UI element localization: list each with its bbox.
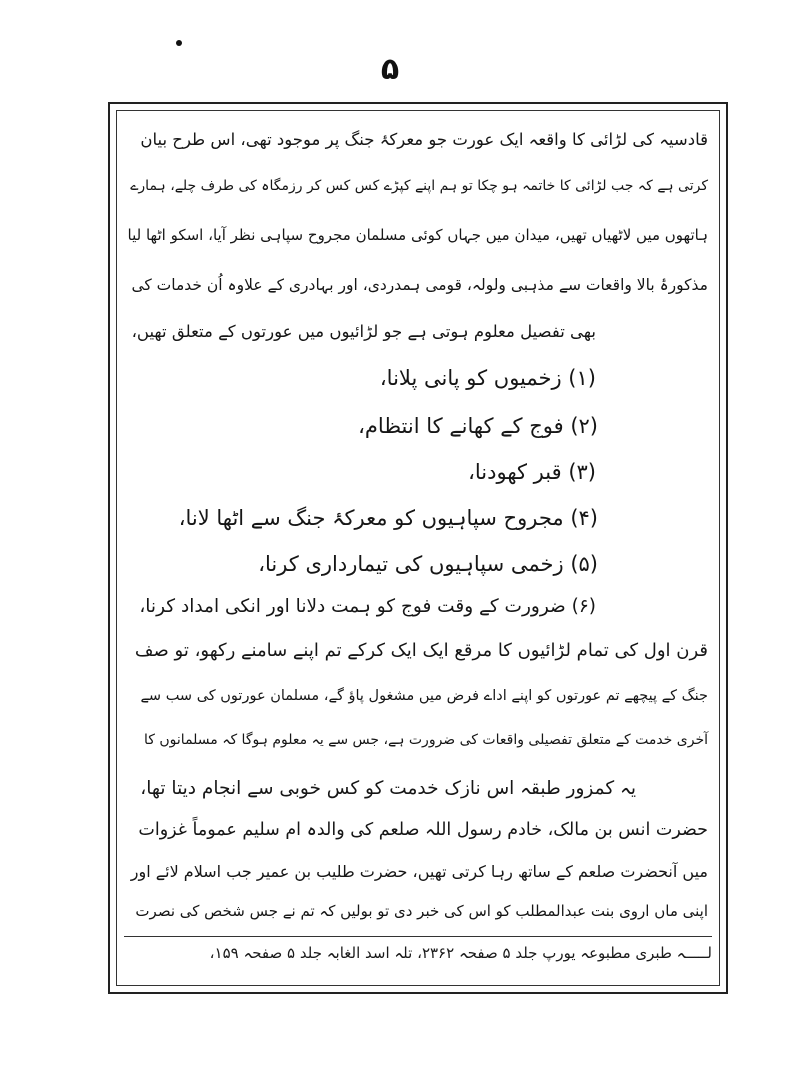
page-number: ۵ <box>380 52 400 87</box>
paragraph3-line: اپنی ماں اروی بنت عبدالمطلب کو اس کی خبر دی تو بولیں کہ تم نے جس شخص کی نصرت <box>135 902 708 920</box>
paragraph3-line: میں آنحضرت صلعم کے ساتھ رہا کرتی تھیں، حضرت طلیب بن عمیر جب اسلام لائے اور <box>130 862 708 881</box>
duty-item: (۶) ضرورت کے وقت فوج کو ہمت دلانا اور انکی امداد کرنا، <box>139 596 596 617</box>
paragraph3-line: حضرت انس بن مالک، خادم رسول اللہ صلعم کی والدہ ام سلیم عموماً غزوات <box>138 820 708 840</box>
paragraph1-line: بھی تفصیل معلوم ہوتی ہے جو لڑائیوں میں عورتوں کے متعلق تھیں، <box>131 322 596 341</box>
paragraph2-line: قرن اول کی تمام لڑائیوں کا مرقع ایک ایک کرکے تم اپنے سامنے رکھو، تو صف <box>134 640 708 661</box>
paragraph1-line: قادسیہ کی لڑائی کا واقعہ ایک عورت جو معرکۂ جنگ پر موجود تھی، اس طرح بیان <box>140 130 708 149</box>
ink-speck <box>176 40 182 46</box>
duty-item: (۲) فوج کے کھانے کا انتظام، <box>358 414 598 438</box>
duty-item: (۴) مجروح سپاہیوں کو معرکۂ جنگ سے اٹھا لانا، <box>178 506 598 530</box>
page-frame <box>108 102 728 994</box>
duty-item: (۵) زخمی سپاہیوں کی تیمارداری کرنا، <box>258 552 598 576</box>
paragraph2-line: آخری خدمت کے متعلق تفصیلی واقعات کی ضرورت ہے، جس سے یہ معلوم ہوگا کہ مسلمانوں کا <box>144 732 708 748</box>
footnote-divider <box>124 936 712 937</box>
duty-item: (۳) قبر کھودنا، <box>468 460 596 484</box>
paragraph1-line: مذکورۂ بالا واقعات سے مذہبی ولولہ، قومی ہمدردی، اور بہادری کے علاوہ اُن خدمات کی <box>131 276 708 294</box>
paragraph2-line: یہ کمزور طبقہ اس نازک خدمت کو کس خوبی سے انجام دیتا تھا، <box>140 778 636 799</box>
paragraph1-line: کرتی ہے کہ جب لڑائی کا خاتمہ ہو چکا تو ہم اپنے کپڑے کس کس کر رزمگاہ کی طرف چلے، ہمارے <box>130 178 708 194</box>
paragraph2-line: جنگ کے پیچھے تم عورتوں کو اپنے اداے فرض میں مشغول پاؤ گے، مسلمان عورتوں کی سب سے <box>140 688 708 704</box>
duty-item: (۱) زخمیوں کو پانی پلانا، <box>379 366 596 390</box>
paragraph1-line: ہاتھوں میں لاٹھیاں تھیں، میدان میں جہاں کوئی مسلمان مجروح سپاہی نظر آیا، اسکو اٹھا لیا <box>127 226 708 244</box>
footnote: لـــــہ طبری مطبوعہ یورپ جلد ۵ صفحہ ۲۳۶۲، تلہ اسد الغابہ جلد ۵ صفحہ ۱۵۹، <box>209 944 712 962</box>
